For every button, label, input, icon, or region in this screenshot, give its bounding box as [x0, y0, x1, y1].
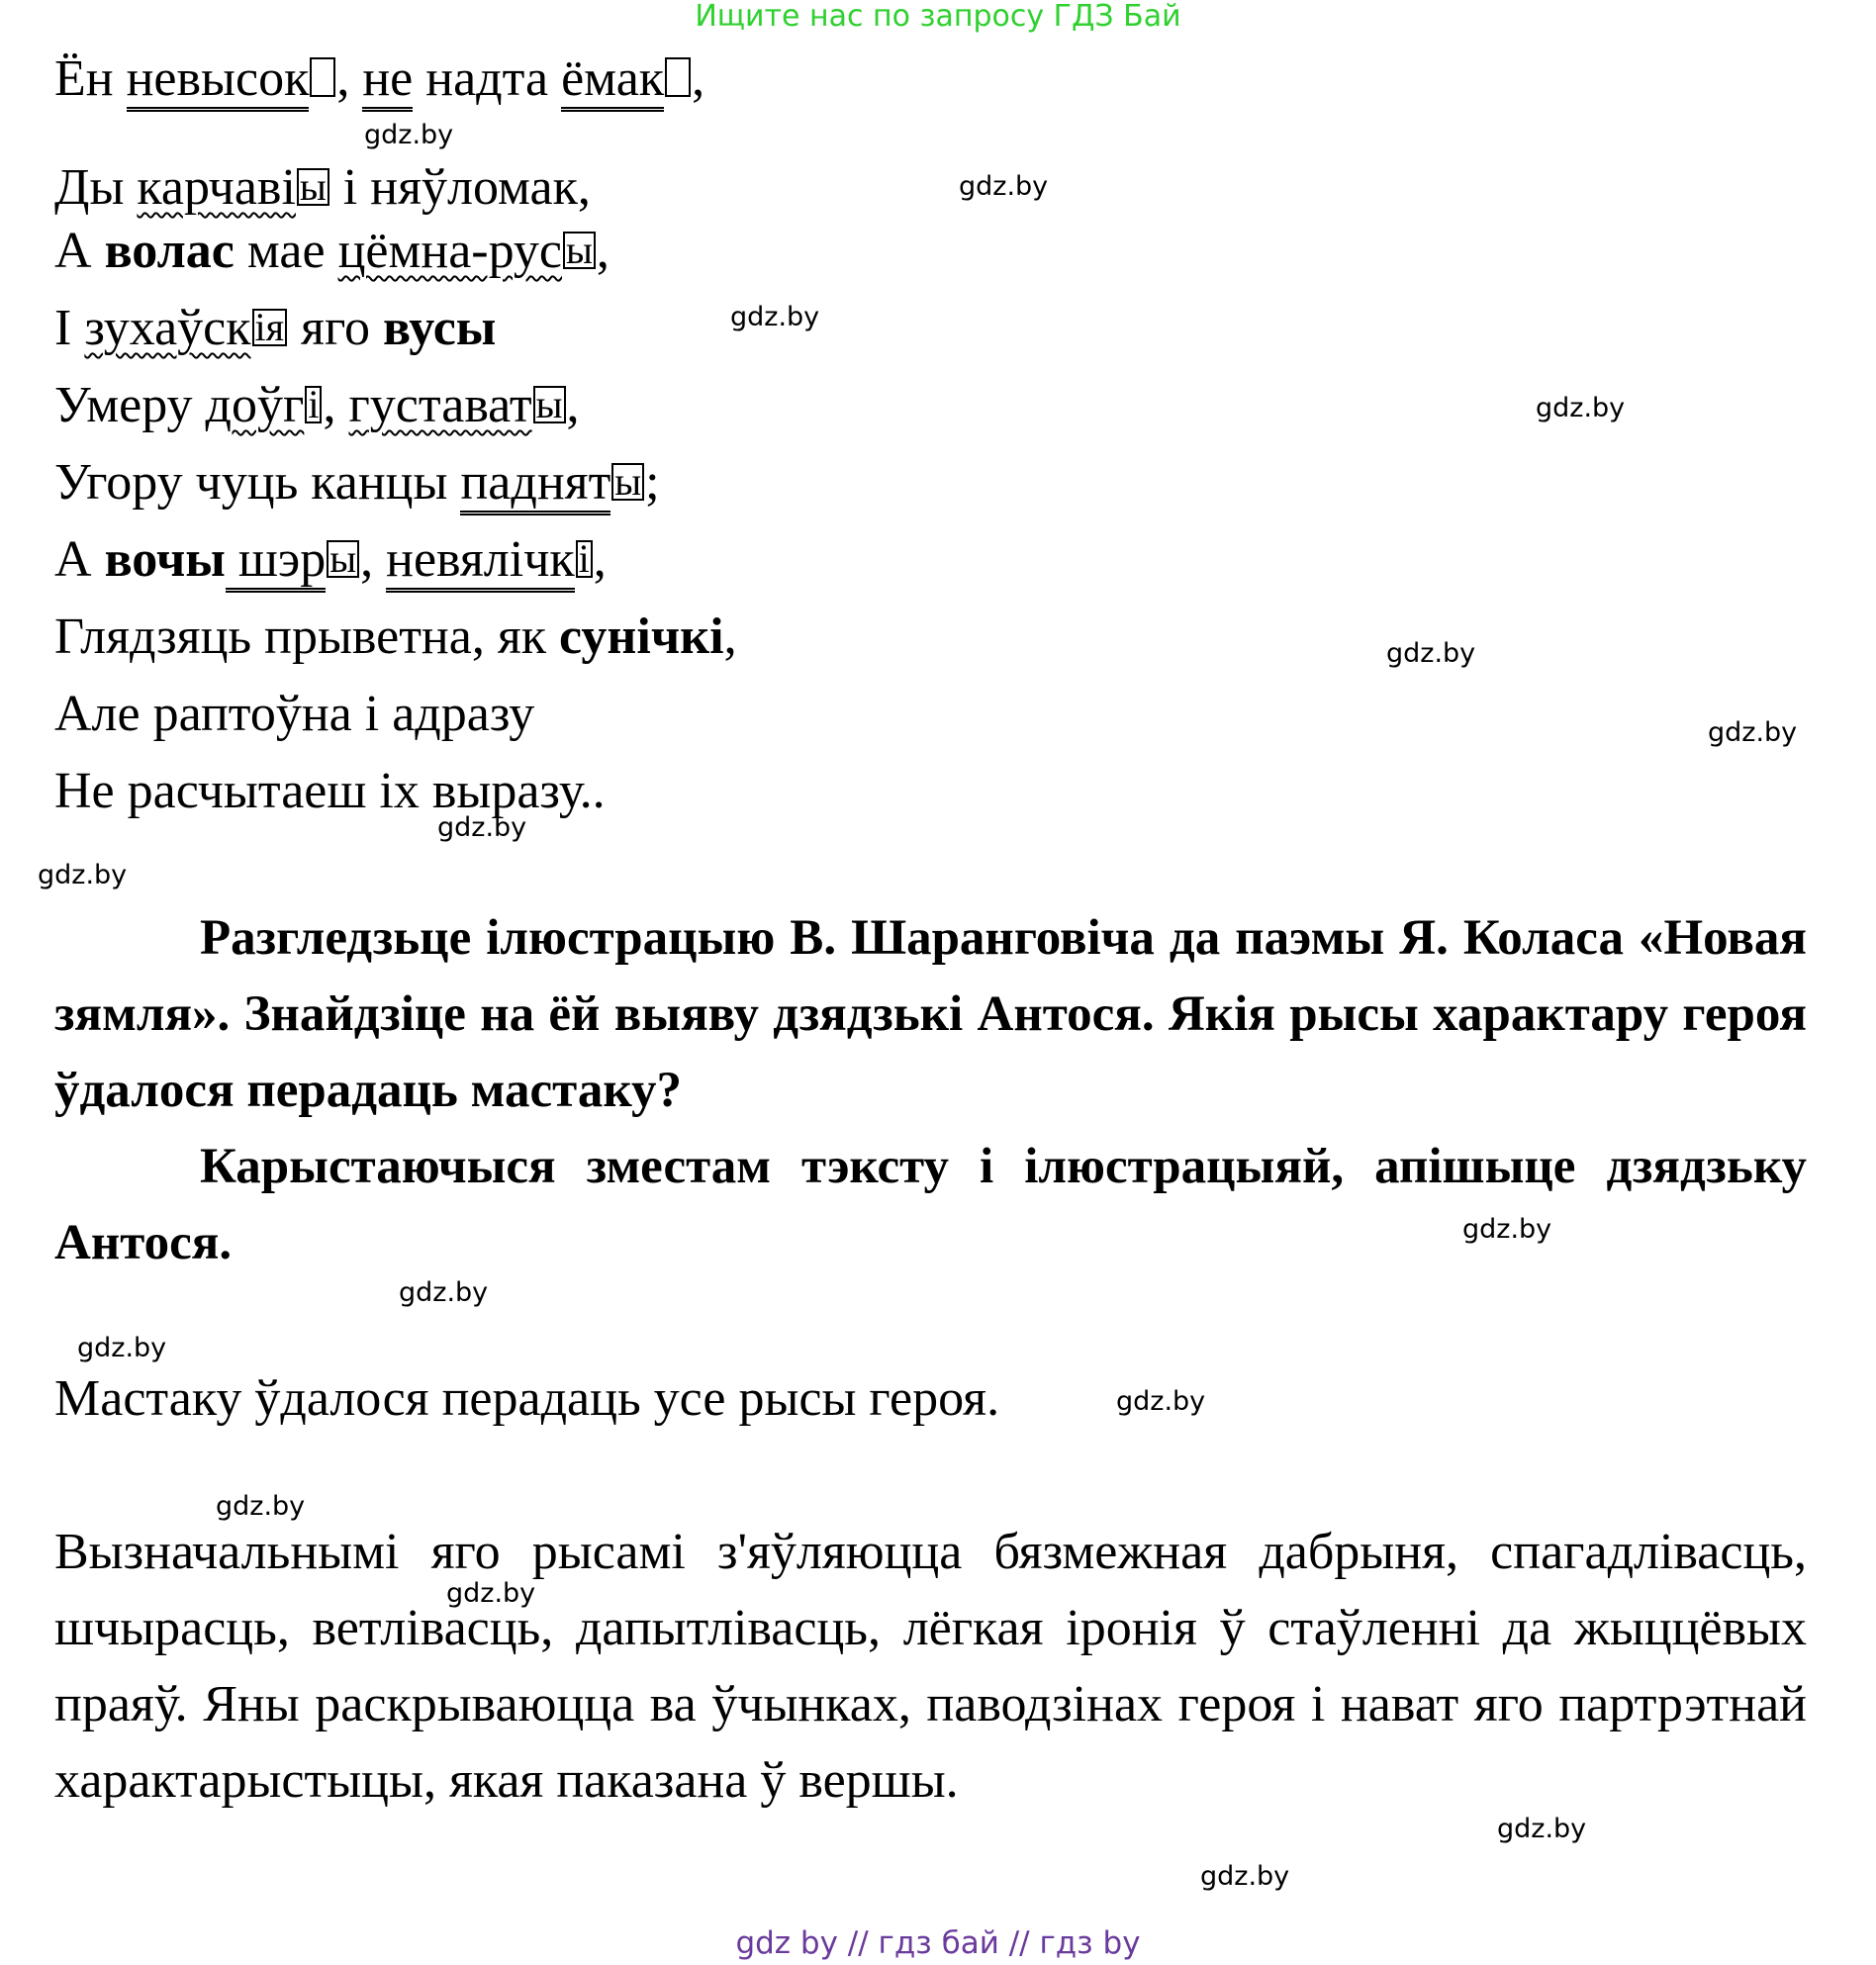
answer-paragraph: Вызначальнымі яго рысамі з'яўляюцца бязмежная дабрыня, спагадлівасць, шчырасць, ветлівасць, дапытлівасць, лёгкая іронія ў стаўленні да жыццёвых праяў. Яны раскрываюцца ва ўчынках, паводзінах героя і нават яго партрэтнай характарыстыцы, якая паказана ў вершы. [54, 1524, 1807, 1809]
ending-box: і [576, 540, 593, 578]
blank-box [665, 57, 691, 97]
poem-line: Умеру доўг і, густават ы, [54, 377, 580, 433]
watermark: gdz.by [959, 171, 1049, 202]
watermark: gdz.by [1200, 1861, 1290, 1892]
ending-box: ы [533, 386, 566, 423]
watermark: gdz.by [1536, 393, 1626, 423]
poem-line: А волас мае цёмна-рус ы, [54, 223, 610, 279]
footer-links: gdz by // гдз бай // гдз by [735, 1925, 1141, 1961]
watermark: gdz.by [1708, 717, 1798, 748]
watermark: gdz.by [446, 1578, 536, 1609]
blank-box [310, 57, 335, 97]
top-banner: Ищите нас по запросу ГДЗ Бай [695, 0, 1181, 34]
poem-line: Ён невысок , не надта ёмак , [54, 49, 704, 109]
watermark: gdz.by [216, 1491, 306, 1522]
task-paragraph: Разгледзьце ілюстрацыю В. Шаранговіча да паэмы Я. Коласа «Новая зямля». Знайдзіце на ёй выяву дзядзькі Антося. Якія рысы характару героя ўдалося перадаць мастаку? [54, 910, 1807, 1118]
poem-line: Не расчытаеш іх выразу.. [54, 763, 606, 819]
watermark: gdz.by [38, 860, 128, 890]
watermark: gdz.by [399, 1277, 489, 1308]
watermark: gdz.by [77, 1333, 167, 1363]
watermark: gdz.by [1462, 1214, 1552, 1245]
watermark: gdz.by [730, 302, 820, 332]
ending-box: ы [297, 168, 329, 206]
watermark: gdz.by [437, 812, 527, 843]
watermark: gdz.by [1497, 1814, 1587, 1844]
poem-line: І зухаўск ія яго вусы [54, 300, 497, 356]
ending-box: ы [611, 463, 644, 501]
watermark: gdz.by [1116, 1386, 1206, 1417]
poem-line: Угору чуць канцы паднят ы; [54, 453, 660, 513]
ending-box: і [305, 386, 322, 423]
watermark: gdz.by [364, 120, 454, 150]
ending-box: ы [327, 540, 359, 578]
poem-line: Глядзяць прыветна, як сунічкі, [54, 608, 737, 665]
poem-line: А вочы шэр ы, невялічк і, [54, 530, 607, 590]
ending-box: ія [252, 309, 288, 346]
watermark: gdz.by [1386, 638, 1476, 669]
ending-box: ы [563, 232, 596, 269]
poem-line: Ды карчаві ы і няўломак, [54, 159, 591, 216]
poem-line: Але раптоўна і адразу [54, 686, 535, 742]
task-paragraph: Карыстаючыся зместам тэксту і ілюстрацыяй, апішыце дзядзьку Антося. [54, 1139, 1807, 1270]
answer-line: Мастаку ўдалося перадаць усе рысы героя. [54, 1370, 1000, 1427]
